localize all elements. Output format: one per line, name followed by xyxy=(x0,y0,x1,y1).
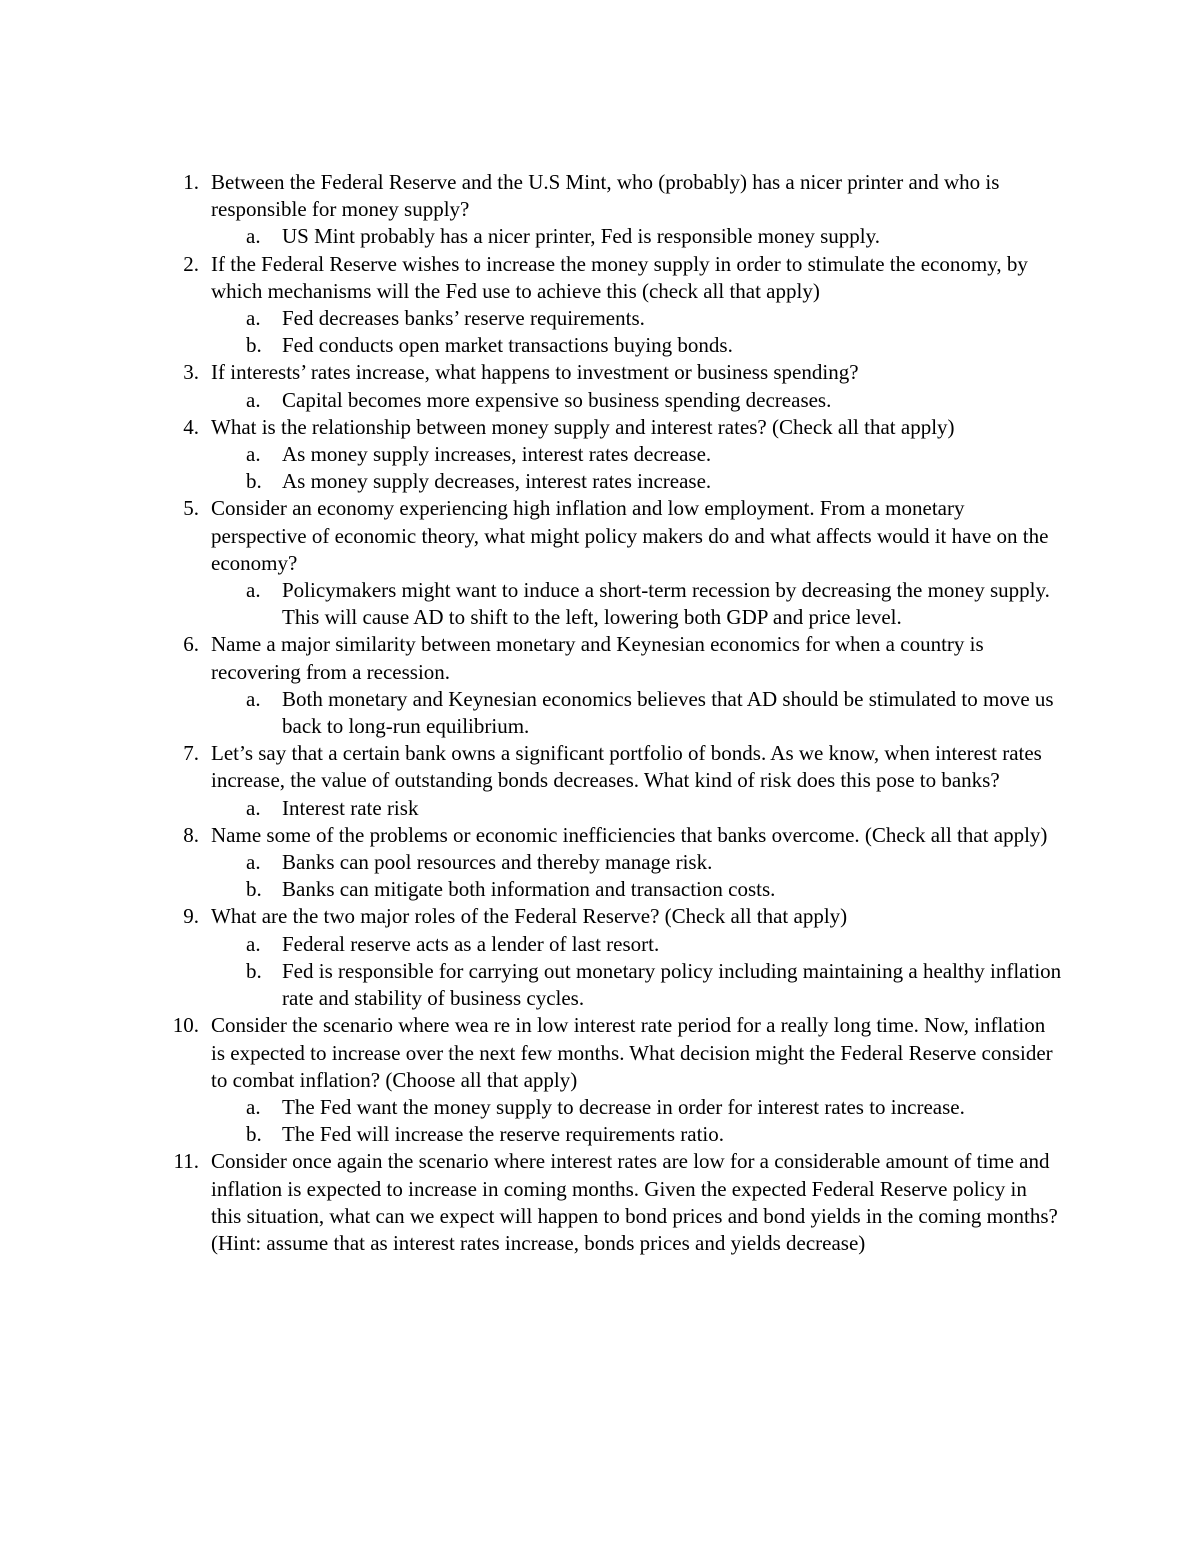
question-item xyxy=(0,1012,1061,1094)
answer-letter: b. xyxy=(246,958,262,983)
question-number: 5. xyxy=(183,496,199,521)
answer-item xyxy=(0,686,1062,740)
question-item xyxy=(0,1148,1061,1257)
question-item xyxy=(0,495,1061,577)
answer-item xyxy=(0,958,1062,1012)
answer-letter: a. xyxy=(246,578,261,603)
answer-letter: b. xyxy=(246,333,262,358)
question-number: 6. xyxy=(183,632,199,657)
question-item xyxy=(0,251,1061,305)
question-text: Name some of the problems or economic inefficiencies that banks overcome. (Check all that apply) xyxy=(211,822,1048,847)
question-text: If the Federal Reserve wishes to increase the money supply in order to stimulate the economy, by which mechanisms will the Fed use to achieve this (check all that apply) xyxy=(211,251,1028,303)
answer-item xyxy=(0,332,1062,359)
answer-text: As money supply increases, interest rates decrease. xyxy=(282,442,712,467)
question-text: Let’s say that a certain bank owns a significant portfolio of bonds. As we know, when interest rates increase, the value of outstanding bonds decreases. What kind of risk does this pose to banks? xyxy=(211,741,1042,793)
answer-item xyxy=(0,223,1062,250)
answer-letter: a. xyxy=(246,306,261,331)
question-item xyxy=(0,822,1061,849)
answer-letter: a. xyxy=(246,442,261,467)
question-number: 3. xyxy=(183,360,199,385)
answer-text: Banks can pool resources and thereby manage risk. xyxy=(282,850,713,875)
answer-text: Capital becomes more expensive so business spending decreases. xyxy=(282,387,832,412)
answer-text: Fed conducts open market transactions buying bonds. xyxy=(282,333,733,358)
answer-item xyxy=(0,1094,1062,1121)
answer-letter: b. xyxy=(246,1122,262,1147)
answer-text: US Mint probably has a nicer printer, Fed is responsible money supply. xyxy=(282,224,880,249)
answer-text: Federal reserve acts as a lender of last resort. xyxy=(282,931,660,956)
answer-item xyxy=(0,795,1062,822)
answer-text: Policymakers might want to induce a short-term recession by decreasing the money supply. This will cause AD to shift to the left, lowering both GDP and price level. xyxy=(282,578,1050,630)
question-list xyxy=(0,169,1200,1257)
question-item xyxy=(0,631,1061,685)
question-item xyxy=(0,169,1061,223)
answer-letter: a. xyxy=(246,850,261,875)
question-text: Consider an economy experiencing high inflation and low employment. From a monetary perspective of economic theory, what might policy makers do and what affects would it have on the economy? xyxy=(211,496,1049,575)
question-text: Name a major similarity between monetary and Keynesian economics for when a country is recovering from a recession. xyxy=(211,632,984,684)
question-number: 4. xyxy=(183,414,199,439)
question-number: 8. xyxy=(183,822,199,847)
answer-item xyxy=(0,387,1062,414)
answer-item xyxy=(0,468,1062,495)
answer-letter: a. xyxy=(246,224,261,249)
answer-item xyxy=(0,577,1062,631)
question-text: Consider once again the scenario where interest rates are low for a considerable amount of time and inflation is expected to increase in coming months. Given the expected Federal Reserve policy in this situation, what can we expect will happen to bond prices and bond yields in the coming months? (Hint: assume that as interest rates increase, bonds prices and yields decrease) xyxy=(211,1149,1058,1255)
question-text: What is the relationship between money supply and interest rates? (Check all that apply) xyxy=(211,414,955,439)
answer-letter: b. xyxy=(246,877,262,902)
question-number: 10. xyxy=(172,1013,199,1038)
answer-letter: a. xyxy=(246,931,261,956)
question-text: What are the two major roles of the Federal Reserve? (Check all that apply) xyxy=(211,904,848,929)
answer-item xyxy=(0,849,1062,876)
answer-text: Both monetary and Keynesian economics believes that AD should be stimulated to move us back to long-run equilibrium. xyxy=(282,686,1054,739)
question-item xyxy=(0,359,1061,386)
answer-text: Fed is responsible for carrying out monetary policy including maintaining a healthy inflation rate and stability of business cycles. xyxy=(282,958,1062,1011)
question-number: 9. xyxy=(183,904,199,929)
answer-item xyxy=(0,876,1062,903)
answer-text: As money supply decreases, interest rates increase. xyxy=(282,469,712,494)
question-item xyxy=(0,903,1061,930)
question-item xyxy=(0,414,1061,441)
answer-letter: a. xyxy=(246,1094,261,1119)
question-number: 2. xyxy=(183,251,199,276)
answer-text: Fed decreases banks’ reserve requirements. xyxy=(282,306,645,331)
answer-item xyxy=(0,441,1062,468)
answer-text: The Fed want the money supply to decrease in order for interest rates to increase. xyxy=(282,1094,965,1119)
answer-text: Interest rate risk xyxy=(282,795,419,820)
answer-item xyxy=(0,931,1062,958)
answer-text: Banks can mitigate both information and transaction costs. xyxy=(282,877,776,902)
answer-item xyxy=(0,1121,1062,1148)
answer-letter: a. xyxy=(246,686,261,711)
answer-letter: b. xyxy=(246,469,262,494)
question-number: 1. xyxy=(183,170,199,194)
answer-item xyxy=(0,305,1062,332)
answer-letter: a. xyxy=(246,387,261,412)
answer-letter: a. xyxy=(246,795,261,820)
question-text: Consider the scenario where wea re in low interest rate period for a really long time. Now, inflation is expected to increase over the next few months. What decision might the Federal Reserve consider to combat inflation? (Choose all that apply) xyxy=(211,1013,1053,1092)
answer-text: The Fed will increase the reserve requirements ratio. xyxy=(282,1122,724,1147)
question-number: 11. xyxy=(173,1149,199,1174)
question-item xyxy=(0,740,1061,794)
question-text: If interests’ rates increase, what happens to investment or business spending? xyxy=(211,360,859,385)
question-number: 7. xyxy=(183,741,199,766)
question-text: Between the Federal Reserve and the U.S Mint, who (probably) has a nicer printer and who is responsible for money supply? xyxy=(211,170,1000,222)
